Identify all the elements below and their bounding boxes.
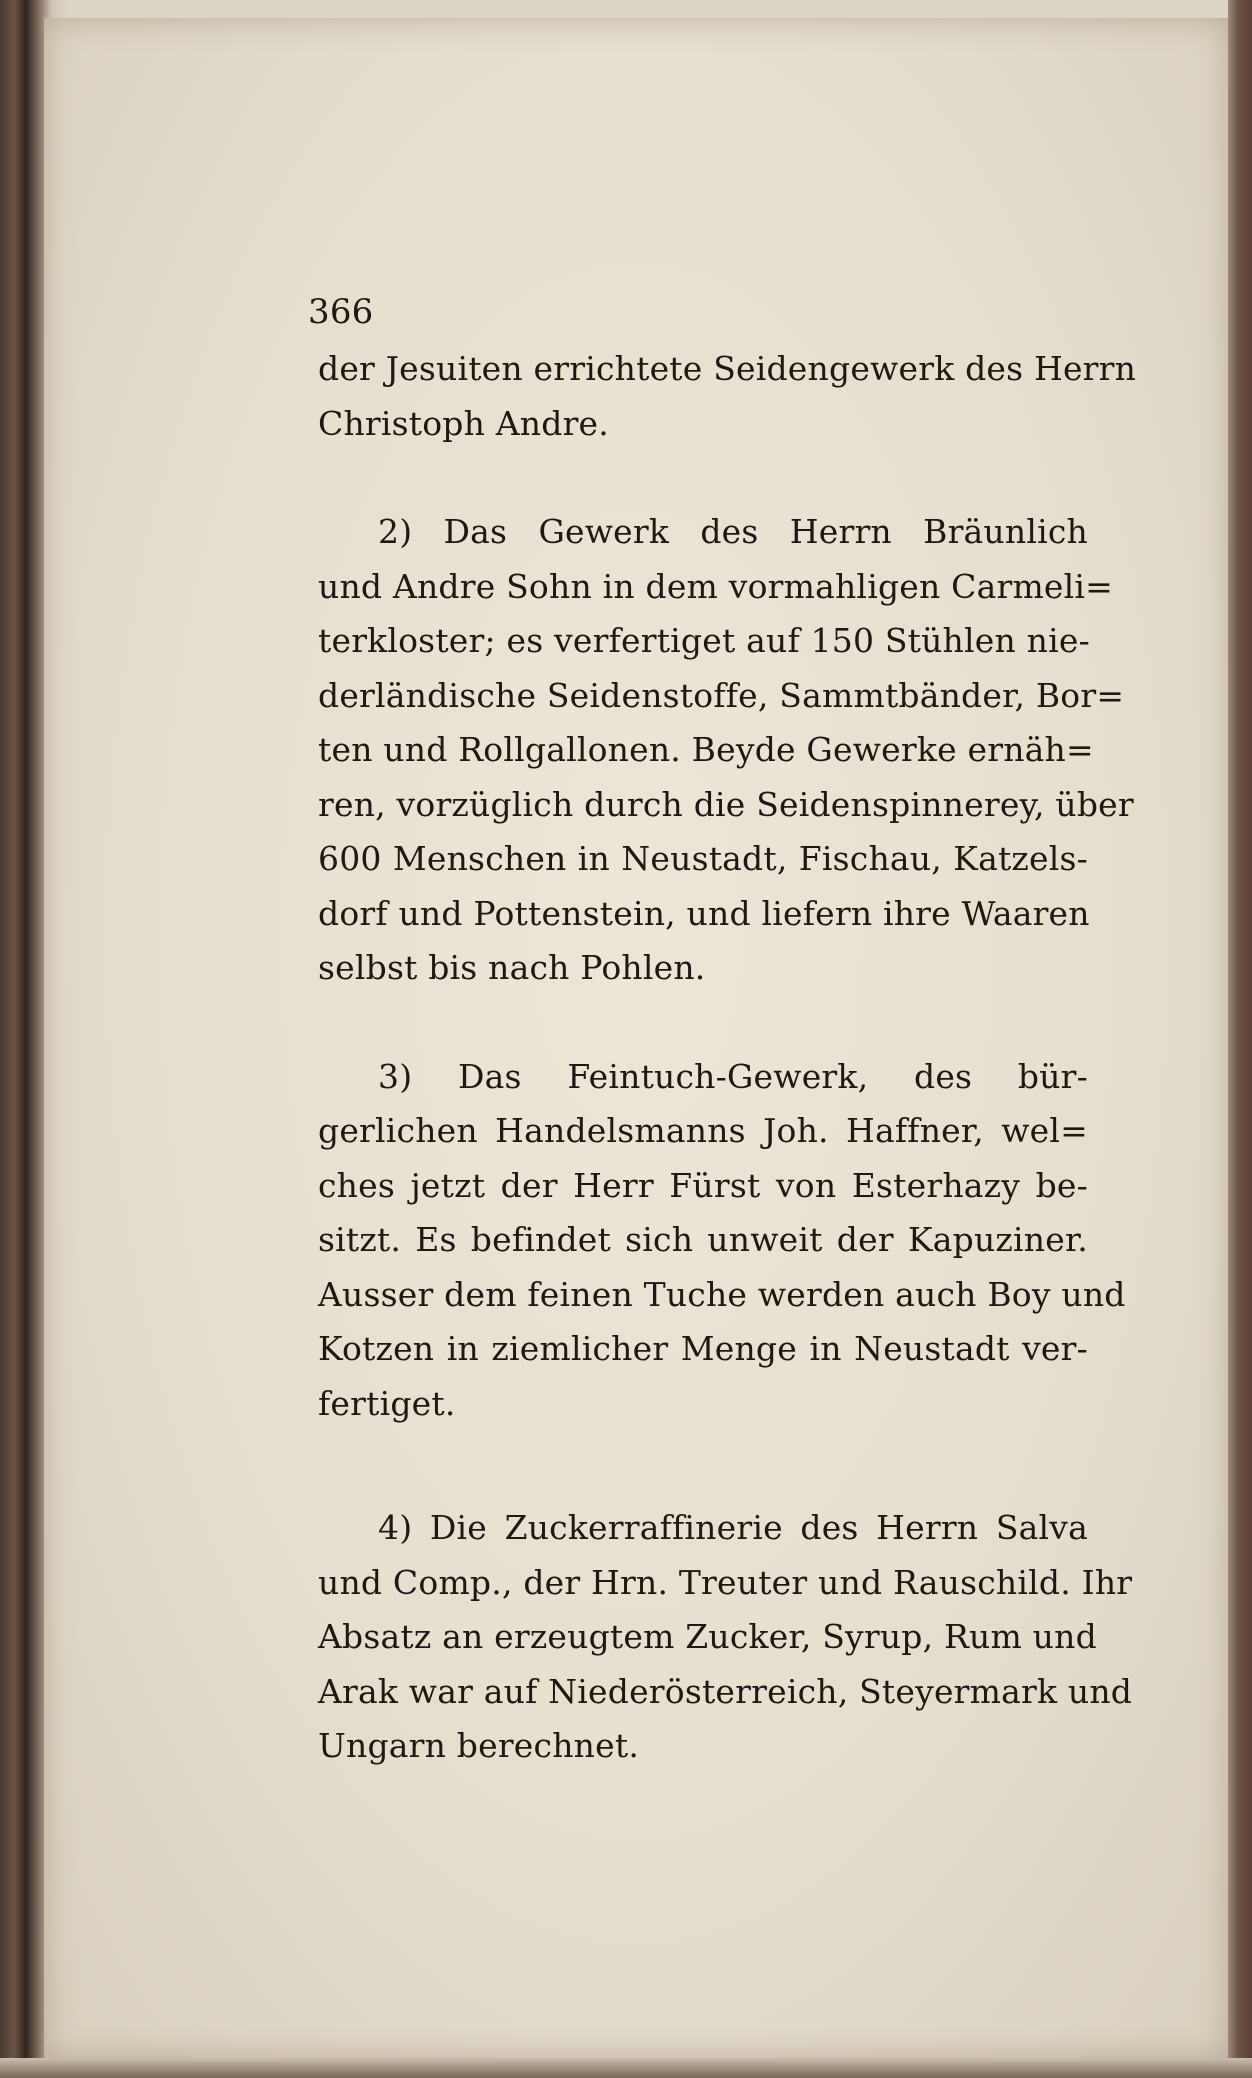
text-line: selbst bis nach Pohlen. <box>318 948 706 987</box>
text-line: ren, vorzüglich durch die Seidenspinnerey, über <box>318 784 1134 824</box>
text-line: und Andre Sohn in dem vormahligen Carmeli= <box>318 566 1114 606</box>
paragraph-gap <box>318 1431 1088 1501</box>
page-text <box>308 290 1137 1774</box>
text-line: sitzt. Es befindet sich unweit der Kapuziner. <box>318 1220 1088 1259</box>
text-line: Absatz an erzeugtem Zucker, Syrup, Rum und <box>318 1617 1097 1656</box>
text-line: Christoph Andre. <box>318 403 609 443</box>
paragraph-gap <box>318 996 1088 1050</box>
page-edge-right <box>1228 0 1252 2078</box>
text-line: der Jesuiten errichtete Seidengewerk des Herrn <box>318 349 1137 388</box>
paragraph-gap <box>318 451 1088 505</box>
text-line: 4) Die Zuckerraffinerie des Herrn Salva <box>378 1508 1088 1547</box>
text-line: fertiget. <box>318 1383 456 1423</box>
text-line: ten und Rollgallonen. Beyde Gewerke ernäh= <box>318 730 1094 769</box>
text-line: Kotzen in ziemlicher Menge in Neustadt ver- <box>318 1329 1088 1368</box>
text-line: Ausser dem feinen Tuche werden auch Boy und <box>318 1274 1126 1314</box>
text-line: und Comp., der Hrn. Treuter und Rauschild. Ihr <box>318 1562 1133 1602</box>
text-line: Arak war auf Niederösterreich, Steyermark und <box>318 1671 1133 1711</box>
text-line: terkloster; es verfertiget auf 150 Stühlen nie- <box>318 621 1090 660</box>
text-line: 3) Das Feintuch-Gewerk, des bür- <box>378 1056 1088 1096</box>
text-line: 600 Menschen in Neustadt, Fischau, Katzels- <box>318 839 1088 878</box>
text-line: 2) Das Gewerk des Herrn Bräunlich <box>378 512 1088 551</box>
text-line: Ungarn berechnet. <box>318 1726 640 1765</box>
text-line: dorf und Pottenstein, und liefern ihre Waaren <box>318 893 1090 933</box>
text-line: derländische Seidenstoffe, Sammtbänder, Bor= <box>318 675 1125 715</box>
page-number: 366 <box>308 292 374 332</box>
text-line: ches jetzt der Herr Fürst von Esterhazy be- <box>318 1165 1088 1205</box>
text-line: gerlichen Handelsmanns Joh. Haffner, wel= <box>318 1111 1088 1150</box>
text-lines <box>318 342 1137 1774</box>
page-edge-bottom <box>0 2058 1252 2078</box>
